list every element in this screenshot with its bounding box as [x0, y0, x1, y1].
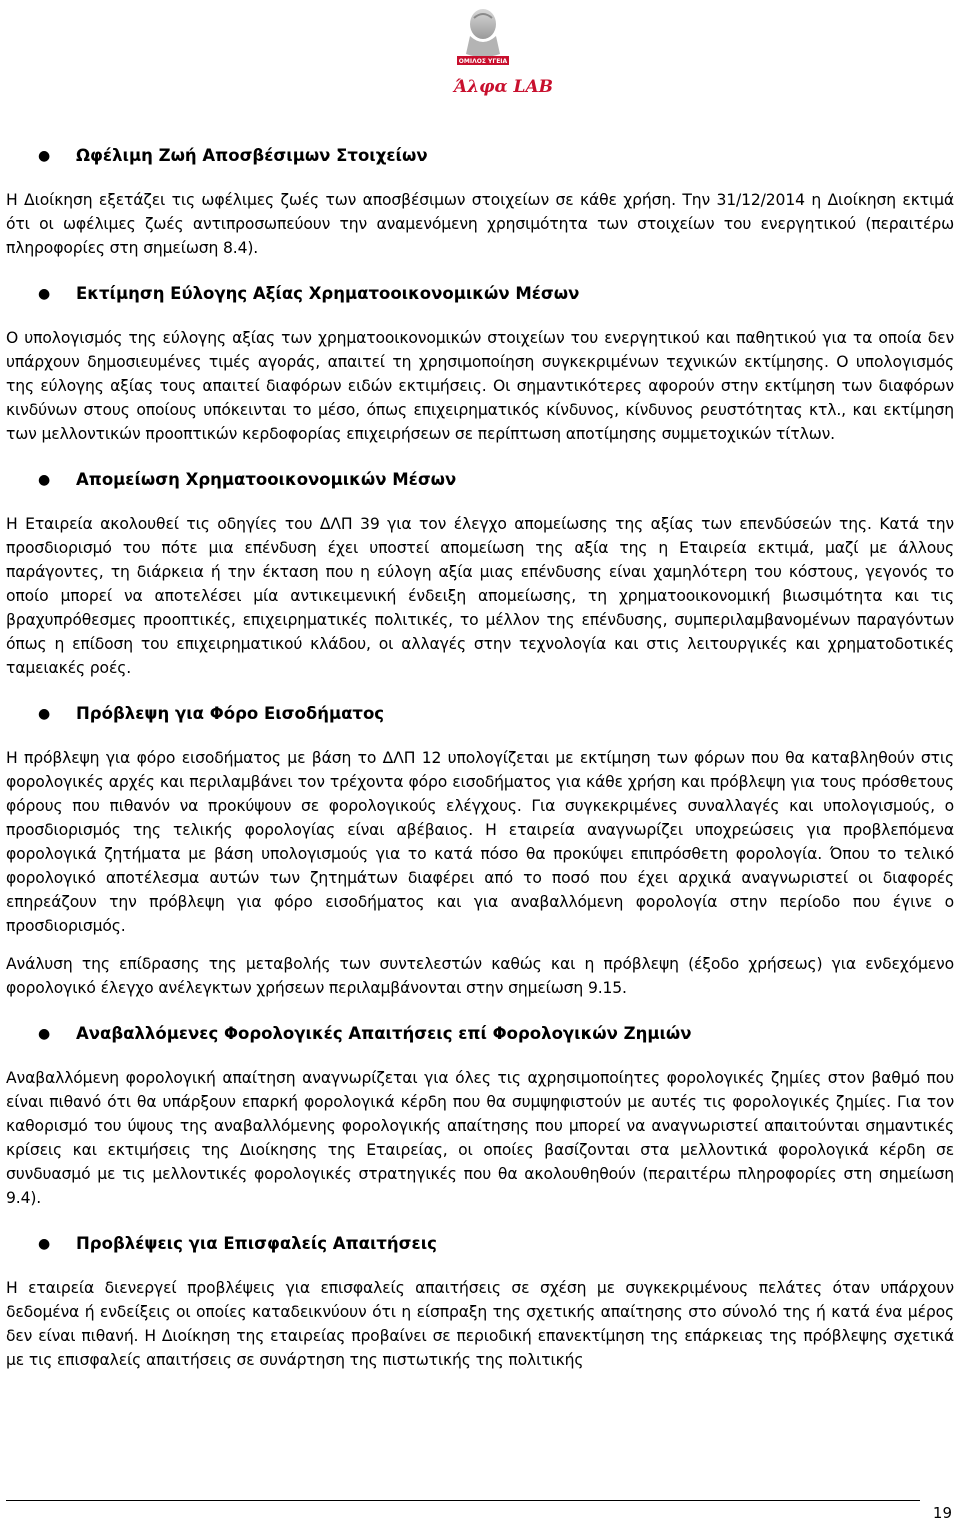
bullet-icon: ● [38, 1236, 51, 1252]
bullet-icon: ● [38, 706, 51, 722]
section-heading [6, 702, 954, 726]
logo-group-text: ΟΜΙΛΟΣ ΥΓΕΙΑ [458, 58, 508, 65]
bust-shoulders-shape [466, 36, 500, 57]
section-paragraph: Αναβαλλόμενη φορολογική απαίτηση αναγνωρίζεται για όλες τις αχρησιμοποίητες φορολογικές ζημίες στον βαθμό που είναι πιθανό ότι θα υπάρξουν επαρκή φορολογικά κέρδη που θα συμψηφιστούν με αυτές τις φορολογικές ζημίες. Για τον καθορισμό του ύψους της αναβαλλόμενης φορολογικής απαίτησης που μπορεί να αναγνωριστεί απαιτούνται σημαντικές κρίσεις και εκτιμήσεις της Διοίκησης της Εταιρείας, οι οποίες βασίζονται στα μελλοντικά φορολογικά κέρδη σε συνδυασμό με τις μελλοντικές φορολογικές στρατηγικές που θα ακολουθηθούν (περαιτέρω πληροφορίες στη σημείωση 9.4). [6, 1069, 954, 1207]
section-heading-text: Ωφέλιμη Ζωή Αποσβέσιμων Στοιχείων [76, 146, 428, 165]
section-paragraph: Ο υπολογισμός της εύλογης αξίας των χρηματοοικονομικών στοιχείων του ενεργητικού και παθητικού για τα οποία δεν υπάρχουν δημοσιευμένες τιμές αγοράς, απαιτεί τη χρησιμοποίηση συγκεκριμένων τεχνικών εκτίμησης. Ο υπολογισμός της εύλογης αξίας τους απαιτεί διαφόρων ειδών εκτιμήσεις. Οι σημαντικότερες αφορούν στην εκτίμηση των διαφόρων κινδύνων στους οποίους υπόκεινται το μέσο, όπως επιχειρηματικός κίνδυνος, κίνδυνος ρευστότητας κτλ., και εκτίμηση των μελλοντικών προοπτικών κερδοφορίας επιχειρήσεων σε περίπτωση αποτίμησης συμμετοχικών τίτλων. [6, 329, 954, 443]
bullet-icon: ● [38, 472, 51, 488]
section-paragraph: Η Εταιρεία ακολουθεί τις οδηγίες του ΔΛΠ 39 για τον έλεγχο απομείωσης της αξίας των επενδύσεών της. Κατά την προσδιορισμό του πότε μια επένδυση έχει υποστεί απομείωση της αξία της η Εταιρεία εκτιμά, μαζί με άλλους παράγοντες, τη διάρκεια ή την έκταση που η εύλογη αξία μιας επένδυσης είναι χαμηλότερη του κόστους, γεγονός το οποίο μπορεί να αποτελέσει μία αντικειμενική ένδειξη απομείωσης, τη χρηματοοικονομική βιωσιμότητα και τις βραχυπρόθεσμες προοπτικές, επιχειρηματικές πολιτικές, το μέλλον της επένδυσης, συμπεριλαμβανομένων παραγόντων όπως η επίδοση του επιχειρηματικού κλάδου, οι αλλαγές στην τεχνολογία και στις λειτουργικές και χρηματοδοτικές ταμειακές ροές. [6, 515, 954, 677]
section-paragraph: Η Διοίκηση εξετάζει τις ωφέλιμες ζωές των αποσβέσιμων στοιχείων σε κάθε χρήση. Την 31/12/2014 η Διοίκηση εκτιμά ότι οι ωφέλιμες ζωές αντιπροσωπεύουν την αναμενόμενη χρησιμότητα των στοιχείων του ενεργητικού (περαιτέρω πληροφορίες στη σημείωση 8.4). [6, 191, 954, 257]
section-heading-text: Αναβαλλόμενες Φορολογικές Απαιτήσεις επί Φορολογικών Ζημιών [76, 1024, 692, 1043]
section-heading-text: Προβλέψεις για Επισφαλείς Απαιτήσεις [76, 1234, 437, 1253]
section-heading-text: Εκτίμηση Εύλογης Αξίας Χρηματοοικονομικών Μέσων [76, 284, 580, 303]
bullet-icon: ● [38, 286, 51, 302]
section-heading [6, 1232, 954, 1256]
section-heading [6, 282, 954, 306]
section-heading [6, 468, 954, 492]
section-paragraph: Η πρόβλεψη για φόρο εισοδήματος με βάση το ΔΛΠ 12 υπολογίζεται με εκτίμηση των φόρων που θα καταβληθούν στις φορολογικές αρχές και περιλαμβάνει τον τρέχοντα φόρο εισοδήματος για κάθε χρήση και πρόβλεψη για τους πρόσθετους φόρους που πιθανόν να προκύψουν σε φορολογικούς ελέγχους. Για συγκεκριμένες συναλλαγές και υπολογισμούς, ο προσδιορισμός της τελικής φορολογίας είναι αβέβαιος. Η εταιρεία αναγνωρίζει υποχρεώσεις για προβλεπόμενα φορολογικά ζητήματα με βάση υπολογισμούς για το κατά πόσο θα προκύψει επιπρόσθετη φορολογία. Όπου το τελικό φορολογικό αποτέλεσμα αυτών των ζητημάτων διαφέρει από το ποσό που έχει αρχικά αναγνωριστεί οι διαφορές επηρεάζουν την πρόβλεψη για φόρο εισοδήματος και για αναβαλλόμενη φορολογία στην περίοδο που έγινε ο προσδιορισμός. [6, 749, 954, 935]
footer-divider [6, 1500, 920, 1501]
document-body [6, 140, 954, 1372]
logo-graphic [448, 4, 554, 104]
section-paragraph: Ανάλυση της επίδρασης της μεταβολής των συντελεστών καθώς και η πρόβλεψη (έξοδο χρήσεως) για ενδεχόμενο φορολογικό έλεγχο ανέλεγκτων χρήσεων περιλαμβάνονται στην σημείωση 9.15. [6, 955, 954, 997]
bullet-icon: ● [38, 1026, 51, 1042]
section-heading [6, 144, 954, 168]
section-heading-text: Απομείωση Χρηματοοικονομικών Μέσων [76, 470, 457, 489]
page-number: 19 [932, 1504, 952, 1522]
bullet-icon: ● [38, 148, 51, 164]
section-heading [6, 1022, 954, 1046]
company-logo [448, 4, 554, 104]
section-paragraph: Η εταιρεία διενεργεί προβλέψεις για επισφαλείς απαιτήσεις σε σχέση με συγκεκριμένους πελάτες όταν υπάρχουν δεδομένα ή ενδείξεις οι οποίες καταδεικνύουν ότι η είσπραξη της σχετικής απαίτησης στο σύνολό της ή κατά ένα μέρος δεν είναι πιθανή. Η Διοίκηση της εταιρείας προβαίνει σε περιοδική επανεκτίμηση της επάρκειας της πρόβλεψης σχετικά με τις επισφαλείς απαιτήσεις σε συνάρτηση της πιστωτικής της πολιτικής [6, 1279, 954, 1369]
logo-brand-text: Άλφα LAB [454, 77, 554, 97]
section-heading-text: Πρόβλεψη για Φόρο Εισοδήματος [76, 704, 385, 723]
